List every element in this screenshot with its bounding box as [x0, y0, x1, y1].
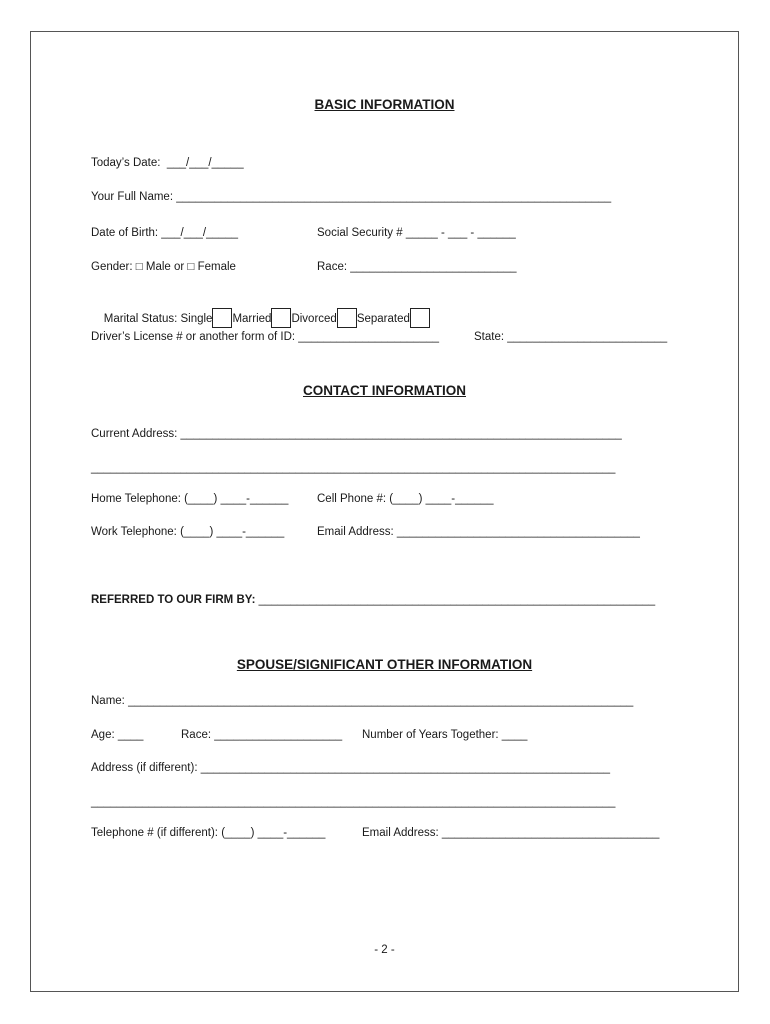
- married-label: Married: [232, 313, 272, 325]
- spouse-age-field[interactable]: Age: ____: [91, 729, 144, 741]
- gender-field[interactable]: Gender: □ Male or □ Female: [91, 261, 236, 273]
- document-page: [30, 31, 739, 992]
- spouse-email-field[interactable]: Email Address: __________________________________: [362, 827, 660, 839]
- drivers-license-field[interactable]: Driver’s License # or another form of ID: ______________________: [91, 331, 440, 343]
- years-together-field[interactable]: Number of Years Together: ____: [362, 729, 528, 741]
- todays-date-field[interactable]: Today’s Date: ___/___/_____: [91, 157, 244, 169]
- cell-phone-field[interactable]: Cell Phone #: (____) ____-______: [317, 493, 494, 505]
- basic-information-heading: BASIC INFORMATION: [314, 97, 455, 112]
- current-address-field[interactable]: Current Address: _____________________________________________________________________: [91, 428, 622, 440]
- referred-by-label: REFERRED TO OUR FIRM BY:: [91, 594, 256, 606]
- home-telephone-field[interactable]: Home Telephone: (____) ____-______: [91, 493, 289, 505]
- divorced-checkbox[interactable]: [337, 308, 357, 328]
- work-telephone-field[interactable]: Work Telephone: (____) ____-______: [91, 526, 285, 538]
- marital-status-label: Marital Status: Single: [103, 313, 213, 325]
- referred-by-line[interactable]: ______________________________________________________________: [255, 594, 656, 606]
- married-checkbox[interactable]: [271, 308, 291, 328]
- spouse-telephone-field[interactable]: Telephone # (if different): (____) ____-______: [91, 827, 326, 839]
- spouse-name-field[interactable]: Name: _______________________________________________________________________________: [91, 695, 634, 707]
- separated-label: Separated: [356, 313, 410, 325]
- spouse-address-line-2[interactable]: __________________________________________________________________________________: [91, 796, 616, 808]
- current-address-line-2[interactable]: __________________________________________________________________________________: [91, 462, 616, 474]
- spouse-information-heading: SPOUSE/SIGNIFICANT OTHER INFORMATION: [236, 657, 533, 672]
- separated-checkbox[interactable]: [410, 308, 430, 328]
- spouse-address-field[interactable]: Address (if different): ________________________________________________________________: [91, 762, 611, 774]
- race-field[interactable]: Race: __________________________: [317, 261, 517, 273]
- referred-by-row[interactable]: [91, 593, 655, 607]
- divorced-label: Divorced: [291, 313, 337, 325]
- state-field[interactable]: State: _________________________: [474, 331, 668, 343]
- full-name-field[interactable]: Your Full Name: ____________________________________________________________________: [91, 191, 612, 203]
- spouse-race-field[interactable]: Race: ____________________: [181, 729, 343, 741]
- social-security-field[interactable]: Social Security # _____ - ___ - ______: [317, 227, 516, 239]
- single-checkbox[interactable]: [212, 308, 232, 328]
- page-number: - 2 -: [374, 944, 395, 956]
- date-of-birth-field[interactable]: Date of Birth: ___/___/_____: [91, 227, 239, 239]
- contact-information-heading: CONTACT INFORMATION: [303, 383, 466, 398]
- email-address-field[interactable]: Email Address: ______________________________________: [317, 526, 640, 538]
